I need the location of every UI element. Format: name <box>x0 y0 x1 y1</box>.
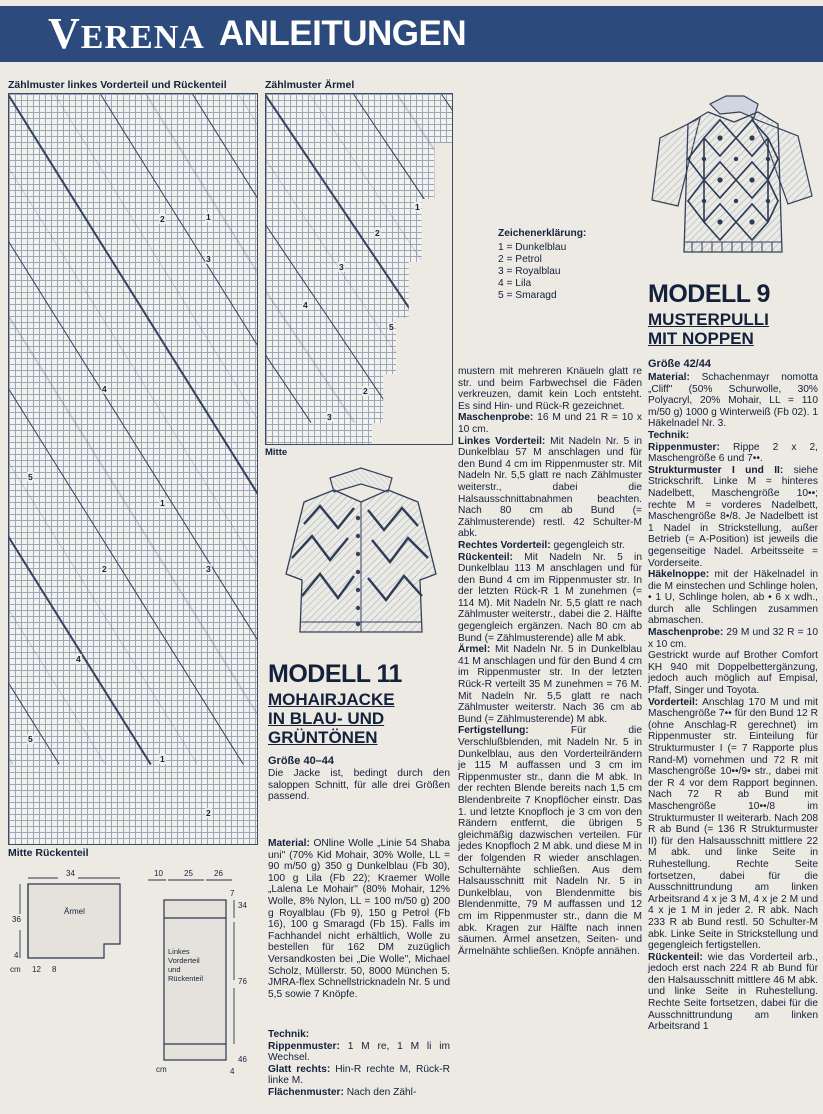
model9-rippen-label: Rippenmuster: <box>648 441 720 453</box>
svg-text:46: 46 <box>238 1055 247 1064</box>
divider <box>0 62 823 65</box>
chart-symbol-number: 3 <box>206 254 211 264</box>
chart-sleeve-caption: Zählmuster Ärmel <box>265 79 355 91</box>
pattern-note: mustern mit mehreren Knäueln glatt re str. und beim Farbwechsel die Fäden verkreuzen, damit kein Loch entsteht. Es sind Hin- und Rück-R gezeichnet. <box>458 366 642 412</box>
brand-logo: VERENA <box>48 9 205 58</box>
model9-rueckenteil-label: Rückenteil: <box>648 951 703 963</box>
mitte-rueckenteil-caption: Mitte Rückenteil <box>8 847 89 859</box>
schematic-drawings <box>8 862 258 1102</box>
model9-size: Größe 42/44 <box>648 358 711 370</box>
model9-haekelnoppe-label: Häkelnoppe: <box>648 569 710 581</box>
chart-symbol-number: 4 <box>102 384 107 394</box>
legend-item: 4 = Lila <box>498 278 532 289</box>
svg-text:Rückenteil: Rückenteil <box>168 974 204 983</box>
model9-technik-label: Technik: <box>648 429 690 441</box>
chart-symbol-number: 3 <box>339 262 344 272</box>
model11-material <box>268 838 450 1000</box>
svg-text:Ärmel: Ärmel <box>64 907 85 916</box>
chart-diagonal-line <box>8 94 14 765</box>
maschenprobe-label: Maschenprobe: <box>458 412 534 424</box>
chart-symbol-number: 2 <box>375 228 380 238</box>
section-title: ANLEITUNGEN <box>218 14 467 53</box>
chart-symbol-number: 4 <box>303 300 308 310</box>
chart-left-front-back <box>8 93 258 845</box>
legend-item: 5 = Smaragd <box>498 290 557 301</box>
svg-text:Vorderteil: Vorderteil <box>168 956 200 965</box>
svg-text:26: 26 <box>214 869 223 878</box>
svg-text:4: 4 <box>14 951 19 960</box>
chart-symbol-number: 3 <box>327 412 332 422</box>
svg-text:4: 4 <box>230 1067 235 1076</box>
model9-machine-note: Gestrickt wurde auf Brother Comfort KH 940 mit Doppelbettergänzung, jedoch auch möglich auf Empisal, Pfaff, Singer und Toyota. <box>648 650 818 697</box>
chart-symbol-number: 3 <box>206 564 211 574</box>
model11-name: MOHAIRJACKE IN BLAU- UND GRÜNTÖNEN <box>268 690 395 747</box>
chart-symbol-number: 2 <box>206 808 211 818</box>
rippenmuster-label: Rippenmuster: <box>268 1040 340 1052</box>
model9-name: MUSTERPULLI MIT NOPPEN <box>648 310 769 348</box>
svg-text:34: 34 <box>66 869 75 878</box>
model11-technik: Technik: Rippenmuster: 1 M re, 1 M li im Wechsel. Glatt rechts: Hin-R rechte M, Rück-R linke M. Flächenmuster: Nach den Zähl- <box>268 1029 450 1098</box>
chart-symbol-number: 5 <box>28 734 33 744</box>
flaechenmuster-label: Flächenmuster: <box>268 1086 344 1098</box>
svg-text:25: 25 <box>184 869 193 878</box>
model9-maschenprobe-label: Maschenprobe: <box>648 627 724 639</box>
model9-text: Material: Schachenmayr nomotta „Cliff" (50% Schurwolle, 30% Polyacryl, 20% Mohair, LL = 110 m/50 g) 1000 g Winterweiß (Fb 02). 1 Häkelnadel Nr. 3. Technik: Rippenmuster: Rippe 2 x 2, Maschengröße 6 und 7••. Strukturmuster I und II: siehe Strickschrift. Linke M = hinteres Nadelbett, Maschengröße 10••; rechte M = vorderes Nadelbett, Maschengröße 8•/8. Je Nadelbett ist 1 Nadel in Strickstellung, außer Betrieb (= A-Position) ist jeweils die gegenseitige Nadel. Arbeitsseite = Vorderseite. Häkelnoppe: mit der Häkelnadel in die M einstechen und Schlinge holen, • 1 U, Schlinge holen, ab • 6 x wdh., durch alle Schlingen zusammen abmaschen. Maschenprobe: 29 M und 32 R = 10 x 10 cm. Gestrickt wurde auf Brother Comfort KH 940 mit Doppelbettergänzung, jedoch auch möglich auf Empisal, Pfaff, Singer und Toyota. Vorderteil: Anschlag 170 M und mit Maschengröße 7•• für den Bund 12 R (ohne Anschlag-R gerechnet) im Rippenmuster str. Einteilung für Strukturmuster I (= 7 Rapporte plus Rand-M) vornehmen und 72 R mit Maschengröße 10••/9• str., dabei mit der R 4 vor dem Rapport beginnen. Nach 72 R ab Bund mit Maschengröße 10••/8 im Strukturmuster II weiterarb. Nach 208 R ab Bund (= 136 R Strukturmuster II) für den Halsausschnitt mittlere 22 M abk. und linke Seite in Ruhestellung. Rechte Seite fortsetzen, dabei für die Ausschnittrundung am linken Arbeitsrand 4 x je 3 M, 4 x je 2 M und 4 x je 1 M in jeder 2. R abk. Nach 233 R ab Bund restl. 50 Schulter-M abk. Linke Seite in Strickstellung und gegengleich fertigstellen. Rückenteil: wie das Vorderteil arb., jedoch erst nach 224 R ab Bund für den Halsausschnitt mittlere 46 M abk. und linke Seite in Ruhestellung. Rechte Seite fortsetzen, dabei für die Ausschnittrundung am linken Arbeitsrand 1 <box>648 372 818 1033</box>
technik-label: Technik: <box>268 1029 310 1040</box>
legend-item: 1 = Dunkelblau <box>498 242 567 253</box>
svg-text:cm: cm <box>156 1065 167 1074</box>
chart-sleeve <box>265 93 453 445</box>
aermel-label: Ärmel: <box>458 644 491 656</box>
model11-intro: Die Jacke ist, bedingt durch den saloppen Schnitt, für alle drei Größen passend. <box>268 768 450 803</box>
chart-symbol-number: 2 <box>363 386 368 396</box>
svg-text:10: 10 <box>154 869 163 878</box>
rueckenteil-label: Rückenteil: <box>458 551 513 563</box>
chart-symbol-number: 2 <box>102 564 107 574</box>
legend-title: Zeichenerklärung: <box>498 228 587 239</box>
svg-text:34: 34 <box>238 901 247 910</box>
model9-number: MODELL 9 <box>648 280 770 308</box>
chart-symbol-number: 5 <box>28 472 33 482</box>
svg-text:Linkes: Linkes <box>168 947 190 956</box>
chart-diagonal-line <box>265 94 268 423</box>
chart-symbol-number: 4 <box>76 654 81 664</box>
material-label: Material: <box>268 838 310 849</box>
chart-symbol-number: 1 <box>415 202 420 212</box>
model11-size: Größe 40–44 <box>268 755 335 767</box>
rechtes-vorderteil-label: Rechtes Vorderteil: <box>458 539 551 551</box>
svg-text:36: 36 <box>12 915 21 924</box>
glatt-label: Glatt rechts: <box>268 1063 331 1075</box>
legend-item: 2 = Petrol <box>498 254 542 265</box>
material-text: ONline Wolle „Linie 54 Shaba uni" (70% Kid Mohair, 30% Wolle, LL = 90 m/50 g) 350 g Dunkelblau (Fb 30), 100 g Lila (Fb 22); Kraemer Wolle „Lalena Le Mohair" (80% Mohair, 12% Wolle, 8% Nylon, LL = 100 m/50 g) 200 g Royalblau (Fb 9), 150 g Petrol (Fb 16), 100 g Smaragd (Fb 15). Falls im Fachhandel nicht erhältlich, Wolle zu bestellen für 162 DM zuzüglich Versandkosten bei „Die Wolle", Michael Scholz, Müllerstr. 50, 8000 München 5. JMRA-flex Schnellstricknadeln Nr. 5 und 5,5 sowie 7 Knöpfe. <box>268 838 450 1000</box>
chart-symbol-number: 1 <box>160 498 165 508</box>
chart-diagonal-line <box>8 94 106 765</box>
fertigstellung-label: Fertigstellung: <box>458 725 529 737</box>
legend-box <box>498 228 618 302</box>
svg-text:76: 76 <box>238 977 247 986</box>
model9-vorderteil-label: Vorderteil: <box>648 696 699 708</box>
chart-symbol-number: 5 <box>389 322 394 332</box>
chart-left-caption: Zählmuster linkes Vorderteil und Rückenteil <box>8 79 227 91</box>
chart-symbol-number: 2 <box>160 214 165 224</box>
model11-number: MODELL 11 <box>268 660 402 688</box>
svg-text:12: 12 <box>32 965 41 974</box>
svg-text:8: 8 <box>52 965 57 974</box>
svg-text:cm: cm <box>10 965 21 974</box>
svg-text:7: 7 <box>230 889 235 898</box>
linkes-vorderteil-label: Linkes Vorderteil: <box>458 435 546 447</box>
jacket-illustration <box>268 462 454 645</box>
chart-symbol-number: 1 <box>206 212 211 222</box>
legend-item: 3 = Royalblau <box>498 266 561 277</box>
instructions-column-3: mustern mit mehreren Knäueln glatt re str. und beim Farbwechsel die Fäden verkreuzen, damit kein Loch entsteht. Es sind Hin- und Rück-R gezeichnet. Maschenprobe: 16 M und 21 R = 10 x 10 cm. Linkes Vorderteil: Mit Nadeln Nr. 5 in Dunkelblau 57 M anschlagen und für den Bund 4 cm im Rippenmuster str. Mit Nadeln Nr. 5,5 glatt re nach Zählmuster weiterstr., dabei die Halsausschnittabnahmen beachten. Nach 80 cm ab Bund (= Zählmusterende) restl. 42 Schulter-M abk. Rechtes Vorderteil: gegengleich str. Rückenteil: Mit Nadeln Nr. 5 in Dunkelblau 113 M anschlagen und für den Bund 4 cm im Rippenmuster str. In der letzten Rück-R 1 M zunehmen (= 114 M). Mit Nadeln Nr. 5,5 glatt re nach Zählmuster weiterstr., dabei die 2. Hälfte gegengleich ergänzen. Nach 80 cm ab Bund (= Zählmusterende) alle M abk. Ärmel: Mit Nadeln Nr. 5 in Dunkelblau 41 M anschlagen und für den Bund 4 cm im Rippenmuster str. In der letzten Rück-R verteilt 35 M zunehmen = 76 M. Mit Nadeln Nr. 5,5 glatt re nach Zählmuster weiterstr. Nach 36 cm ab Bund (= Zählmusterende) M abk. Fertigstellung: Für die Verschlußblenden, mit Nadeln Nr. 5 in Dunkelblau, aus den Vorderteilrändern je 115 M auffassen und 3 cm im Rippenmuster str., dann die M abk. In der rechten Blende bereits nach 1,5 cm Blendenbreite 7 Knopflöcher einstr. Das 1. und letzte Knopfloch je 3 cm von den Rändern entfernt, die übrigen 5 gleichmäßig dazwischen verteilen. Für jedes Knopfloch 2 M abk. und diese M in der folgenden R wieder anschlagen. Schulternähte schließen. Aus dem Halsausschnitt mit Nadeln Nr. 5 in Dunkelblau, von Blendenmitte bis Blendenmitte, 79 M auffassen und 12 cm im Rippenmuster str., dann die M abk. Kragen zur Hälfte nach innen säumen. Ärmel ansetzen, Seiten- und Ärmelnähte schließen. Knöpfe annähen. <box>458 366 642 957</box>
model9-struktur-label: Strukturmuster I und II: <box>648 464 784 476</box>
svg-text:und: und <box>168 965 181 974</box>
chart-symbol-number: 1 <box>160 754 165 764</box>
masthead-banner <box>0 6 823 62</box>
sweater-illustration <box>648 84 818 279</box>
chart-diagonal-line <box>8 94 198 765</box>
mitte-label: Mitte <box>265 447 288 458</box>
model9-material-label: Material: <box>648 372 690 383</box>
